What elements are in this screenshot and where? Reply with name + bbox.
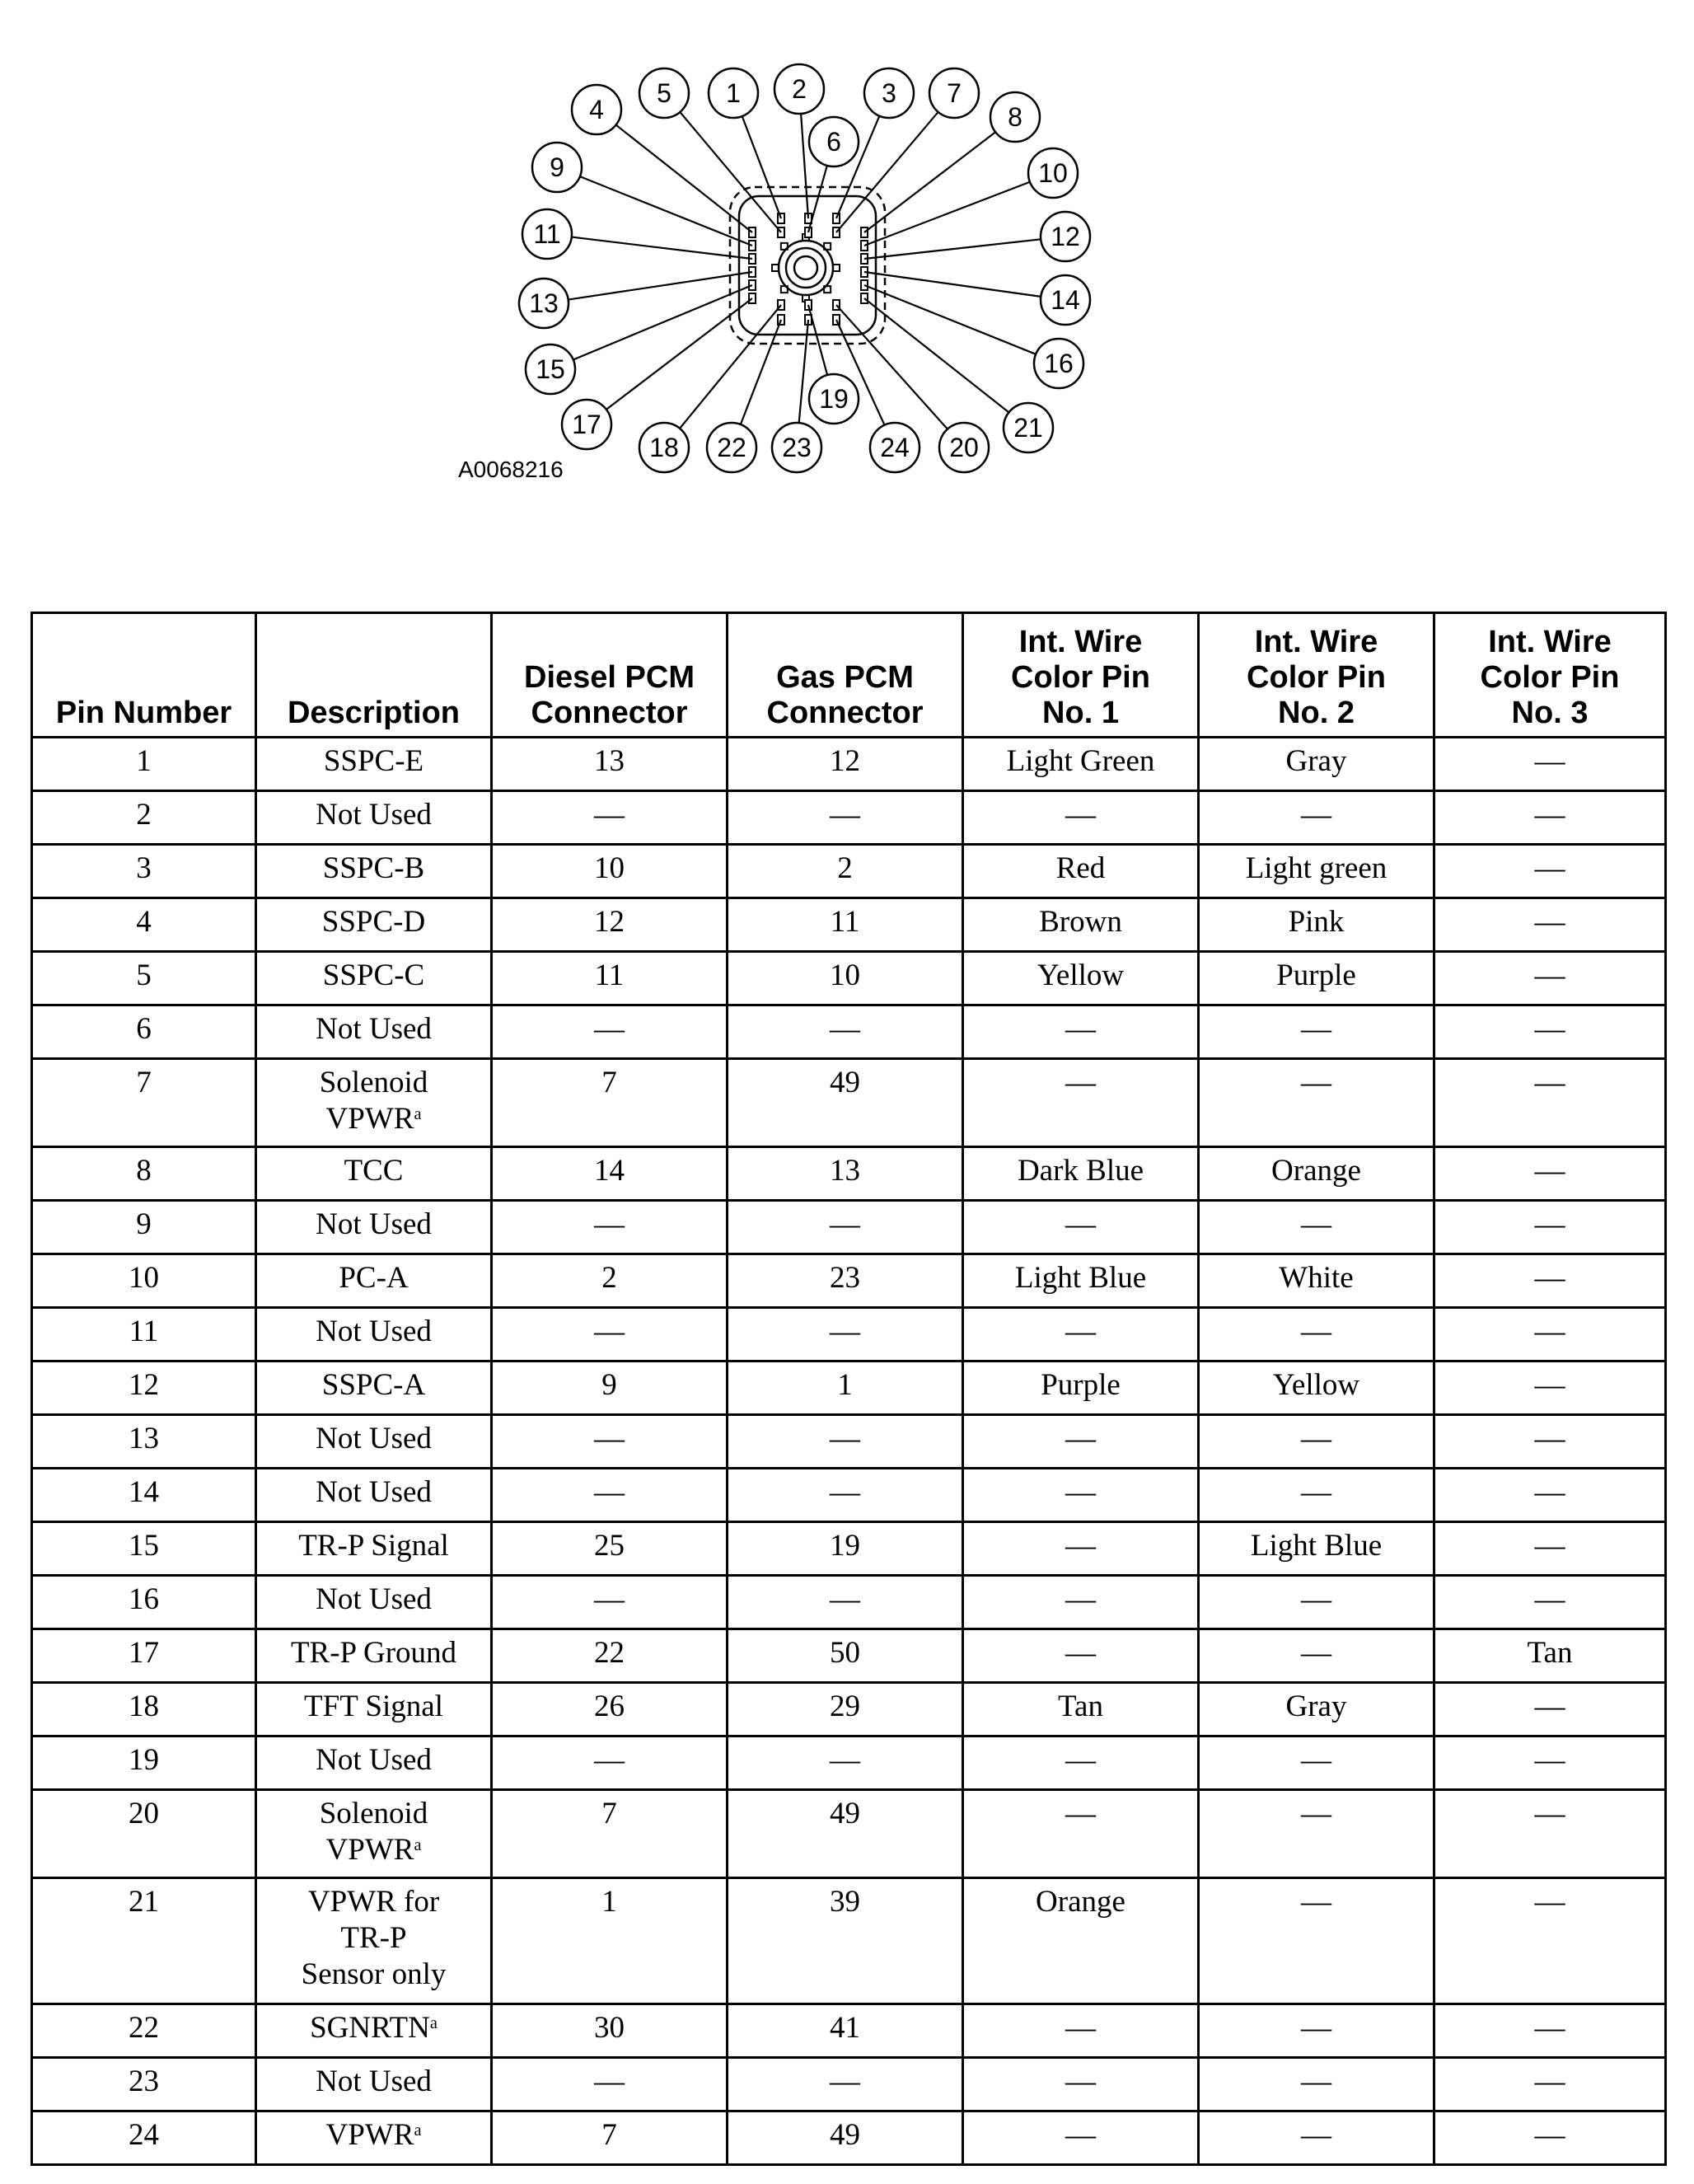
pin-callout xyxy=(707,423,756,472)
table-row xyxy=(32,1576,1666,1629)
pin-callout-label: 6 xyxy=(826,127,841,157)
header-row xyxy=(32,613,1666,738)
cell-wire-color-3: — xyxy=(1434,1576,1666,1629)
cell-wire-color-1: — xyxy=(963,1522,1199,1576)
cell-wire-color-3: — xyxy=(1434,1522,1666,1576)
cell-wire-color-1: — xyxy=(963,1790,1199,1878)
leader-line xyxy=(864,272,1041,297)
col-header-wire-3: Int. Wire Color Pin No. 3 xyxy=(1434,613,1666,738)
cell-diesel-pcm: 9 xyxy=(492,1361,728,1415)
cell-diesel-pcm: 7 xyxy=(492,1059,728,1147)
leader-line xyxy=(680,305,781,429)
cell-pin-number: 4 xyxy=(32,898,256,952)
pin-callout-label: 18 xyxy=(649,433,679,462)
cell-wire-color-2: — xyxy=(1199,1736,1434,1790)
cell-pin-number: 24 xyxy=(32,2111,256,2165)
cell-gas-pcm: 12 xyxy=(728,738,963,791)
cell-description: Not Used xyxy=(256,1736,492,1790)
pin-callouts xyxy=(519,64,1090,472)
cell-wire-color-1: — xyxy=(963,1576,1199,1629)
table-row xyxy=(32,845,1666,898)
table-row xyxy=(32,1147,1666,1201)
pin-callout-label: 8 xyxy=(1008,102,1022,132)
cell-wire-color-3: — xyxy=(1434,1683,1666,1736)
cell-gas-pcm: 10 xyxy=(728,952,963,1005)
cell-gas-pcm: 49 xyxy=(728,1059,963,1147)
cell-pin-number: 19 xyxy=(32,1736,256,1790)
cell-wire-color-3: — xyxy=(1434,898,1666,952)
cell-wire-color-3: — xyxy=(1434,1254,1666,1308)
footnote-marker: a xyxy=(414,1104,422,1123)
cell-wire-color-2: — xyxy=(1199,1629,1434,1683)
cell-pin-number: 9 xyxy=(32,1201,256,1254)
cell-wire-color-1: — xyxy=(963,1736,1199,1790)
cell-gas-pcm: — xyxy=(728,1201,963,1254)
cell-gas-pcm: 2 xyxy=(728,845,963,898)
cell-wire-color-3: — xyxy=(1434,2111,1666,2165)
pin-callout xyxy=(572,85,621,134)
col-header-diesel: Diesel PCM Connector xyxy=(492,613,728,738)
pin-callout xyxy=(1034,339,1083,388)
cell-diesel-pcm: 14 xyxy=(492,1147,728,1201)
cell-pin-number: 22 xyxy=(32,2004,256,2058)
cell-description: SSPC-B xyxy=(256,845,492,898)
cell-pin-number: 23 xyxy=(32,2058,256,2111)
pin-callout xyxy=(526,344,575,394)
cell-wire-color-3: — xyxy=(1434,2004,1666,2058)
table-row xyxy=(32,1469,1666,1522)
table-row xyxy=(32,2058,1666,2111)
footnote-marker: a xyxy=(414,1835,422,1854)
cell-description: TR-P Ground xyxy=(256,1629,492,1683)
cell-wire-color-1: Dark Blue xyxy=(963,1147,1199,1201)
cell-wire-color-2: — xyxy=(1199,791,1434,845)
cell-wire-color-3: — xyxy=(1434,1201,1666,1254)
cell-wire-color-1: Light Blue xyxy=(963,1254,1199,1308)
cell-wire-color-2: — xyxy=(1199,1059,1434,1147)
pin-callout-label: 16 xyxy=(1044,349,1074,378)
cell-wire-color-2: Pink xyxy=(1199,898,1434,952)
cell-wire-color-1: Red xyxy=(963,845,1199,898)
cell-wire-color-1: Light Green xyxy=(963,738,1199,791)
pin-callout-label: 12 xyxy=(1051,222,1080,251)
cell-wire-color-2: — xyxy=(1199,2111,1434,2165)
col-header-pin-number: Pin Number xyxy=(32,613,256,738)
cell-description: Not Used xyxy=(256,1201,492,1254)
cell-diesel-pcm: 12 xyxy=(492,898,728,952)
cell-wire-color-3: — xyxy=(1434,1147,1666,1201)
pin-table xyxy=(30,612,1667,2166)
cell-pin-number: 16 xyxy=(32,1576,256,1629)
cell-wire-color-3: — xyxy=(1434,1361,1666,1415)
table-row xyxy=(32,1201,1666,1254)
cell-description: Not Used xyxy=(256,1415,492,1469)
pin-callout xyxy=(939,423,989,472)
cell-description: VPWR for TR-P Sensor only xyxy=(256,1878,492,2004)
table-row xyxy=(32,1878,1666,2004)
leader-line xyxy=(864,132,995,232)
pin-callout xyxy=(864,68,914,118)
cell-diesel-pcm: — xyxy=(492,2058,728,2111)
table-row xyxy=(32,1308,1666,1361)
cell-wire-color-3: — xyxy=(1434,1469,1666,1522)
pin-callout-label: 17 xyxy=(572,410,601,439)
cell-gas-pcm: 49 xyxy=(728,2111,963,2165)
cell-wire-color-1: — xyxy=(963,791,1199,845)
pin-callout xyxy=(870,423,920,472)
cell-pin-number: 6 xyxy=(32,1005,256,1059)
pin-callout xyxy=(772,423,821,472)
cell-diesel-pcm: — xyxy=(492,1415,728,1469)
cell-gas-pcm: 13 xyxy=(728,1147,963,1201)
pin-callout-label: 13 xyxy=(529,288,559,318)
cell-gas-pcm: — xyxy=(728,2058,963,2111)
pin-callout xyxy=(519,279,569,328)
table-row xyxy=(32,1790,1666,1878)
pin-callout xyxy=(809,374,859,424)
pin-callout-label: 22 xyxy=(717,433,746,462)
cell-diesel-pcm: — xyxy=(492,1736,728,1790)
cell-diesel-pcm: 7 xyxy=(492,1790,728,1878)
cell-gas-pcm: 50 xyxy=(728,1629,963,1683)
table-row xyxy=(32,738,1666,791)
cell-description: Solenoid VPWR$^a$ xyxy=(256,1790,492,1878)
pin-callout-label: 5 xyxy=(657,78,672,108)
cell-wire-color-1: — xyxy=(963,2004,1199,2058)
cell-pin-number: 10 xyxy=(32,1254,256,1308)
figure-id: A0068216 xyxy=(458,457,564,482)
cell-description: SSPC-E xyxy=(256,738,492,791)
cell-gas-pcm: — xyxy=(728,1308,963,1361)
cell-description: Not Used xyxy=(256,791,492,845)
cell-wire-color-1: — xyxy=(963,1201,1199,1254)
cell-diesel-pcm: 11 xyxy=(492,952,728,1005)
cell-diesel-pcm: 30 xyxy=(492,2004,728,2058)
cell-description: SSPC-C xyxy=(256,952,492,1005)
cell-diesel-pcm: 22 xyxy=(492,1629,728,1683)
cell-gas-pcm: — xyxy=(728,1005,963,1059)
cell-pin-number: 14 xyxy=(32,1469,256,1522)
pin-callout xyxy=(639,423,689,472)
cell-wire-color-1: Tan xyxy=(963,1683,1199,1736)
cell-wire-color-2: Light green xyxy=(1199,845,1434,898)
pin-callout-label: 1 xyxy=(726,78,741,108)
leader-line xyxy=(864,298,1008,412)
cell-wire-color-1: — xyxy=(963,1629,1199,1683)
cell-wire-color-3: — xyxy=(1434,2058,1666,2111)
cell-pin-number: 13 xyxy=(32,1415,256,1469)
cell-description: SGNRTN$^a$ xyxy=(256,2004,492,2058)
col-header-gas: Gas PCM Connector xyxy=(728,613,963,738)
cell-wire-color-2: — xyxy=(1199,1415,1434,1469)
pin-callout-label: 24 xyxy=(880,433,910,462)
cell-gas-pcm: 1 xyxy=(728,1361,963,1415)
pin-callout xyxy=(532,143,582,192)
leader-line xyxy=(569,272,752,300)
cell-gas-pcm: 29 xyxy=(728,1683,963,1736)
cell-gas-pcm: — xyxy=(728,791,963,845)
cell-wire-color-2: — xyxy=(1199,2004,1434,2058)
cell-description: SSPC-A xyxy=(256,1361,492,1415)
pin-callout xyxy=(774,64,824,114)
cell-pin-number: 18 xyxy=(32,1683,256,1736)
pin-callout xyxy=(1041,212,1090,261)
footnote-marker: a xyxy=(414,2121,422,2139)
leader-line xyxy=(864,239,1041,259)
table-row xyxy=(32,1415,1666,1469)
cell-gas-pcm: 49 xyxy=(728,1790,963,1878)
cell-wire-color-2: — xyxy=(1199,1005,1434,1059)
pin-callout xyxy=(709,68,758,118)
cell-wire-color-1: — xyxy=(963,2058,1199,2111)
leader-line xyxy=(616,125,752,232)
cell-wire-color-1: — xyxy=(963,2111,1199,2165)
cell-wire-color-2: — xyxy=(1199,1878,1434,2004)
table-row xyxy=(32,1254,1666,1308)
cell-wire-color-3: — xyxy=(1434,1059,1666,1147)
cell-pin-number: 2 xyxy=(32,791,256,845)
cell-pin-number: 1 xyxy=(32,738,256,791)
cell-diesel-pcm: 25 xyxy=(492,1522,728,1576)
pin-callout xyxy=(929,68,979,118)
cell-diesel-pcm: 2 xyxy=(492,1254,728,1308)
table-row xyxy=(32,1629,1666,1683)
pin-callout xyxy=(639,68,689,118)
cell-gas-pcm: 39 xyxy=(728,1878,963,2004)
cell-wire-color-2: Yellow xyxy=(1199,1361,1434,1415)
cell-diesel-pcm: — xyxy=(492,1005,728,1059)
cell-diesel-pcm: 1 xyxy=(492,1878,728,2004)
pin-callout-label: 19 xyxy=(819,384,849,414)
pin-callout-label: 20 xyxy=(949,433,979,462)
table-row xyxy=(32,1059,1666,1147)
cell-gas-pcm: 23 xyxy=(728,1254,963,1308)
cell-wire-color-2: — xyxy=(1199,1201,1434,1254)
leader-line xyxy=(572,237,752,259)
cell-wire-color-3: — xyxy=(1434,1736,1666,1790)
cell-wire-color-3: — xyxy=(1434,791,1666,845)
table-row xyxy=(32,1361,1666,1415)
cell-wire-color-2: — xyxy=(1199,1308,1434,1361)
pin-callout-label: 15 xyxy=(536,354,565,384)
leader-line xyxy=(801,114,808,218)
cell-wire-color-1: — xyxy=(963,1308,1199,1361)
cell-wire-color-1: — xyxy=(963,1469,1199,1522)
table-row xyxy=(32,898,1666,952)
cell-wire-color-3: — xyxy=(1434,1790,1666,1878)
table-row xyxy=(32,952,1666,1005)
col-header-wire-1: Int. Wire Color Pin No. 1 xyxy=(963,613,1199,738)
cell-diesel-pcm: 10 xyxy=(492,845,728,898)
cell-pin-number: 20 xyxy=(32,1790,256,1878)
col-header-description: Description xyxy=(256,613,492,738)
pin-callout-label: 9 xyxy=(550,152,564,182)
cell-description: Solenoid VPWR$^a$ xyxy=(256,1059,492,1147)
pin-callout xyxy=(522,209,572,259)
cell-pin-number: 17 xyxy=(32,1629,256,1683)
pin-callout-label: 7 xyxy=(947,78,962,108)
cell-diesel-pcm: — xyxy=(492,791,728,845)
cell-wire-color-2: Gray xyxy=(1199,738,1434,791)
pin-callout xyxy=(990,92,1040,142)
cell-wire-color-2: — xyxy=(1199,2058,1434,2111)
cell-wire-color-2: White xyxy=(1199,1254,1434,1308)
table-row xyxy=(32,791,1666,845)
pin-callout-label: 23 xyxy=(782,433,812,462)
pin-callout-label: 10 xyxy=(1038,158,1068,188)
cell-wire-color-1: Purple xyxy=(963,1361,1199,1415)
cell-diesel-pcm: 13 xyxy=(492,738,728,791)
footnote-marker: a xyxy=(429,2013,438,2032)
pin-callout xyxy=(809,117,859,166)
cell-gas-pcm: — xyxy=(728,1469,963,1522)
table-row xyxy=(32,2111,1666,2165)
cell-wire-color-2: — xyxy=(1199,1790,1434,1878)
cell-wire-color-3: — xyxy=(1434,1005,1666,1059)
table-row xyxy=(32,1522,1666,1576)
cell-pin-number: 5 xyxy=(32,952,256,1005)
cell-pin-number: 21 xyxy=(32,1878,256,2004)
pin-callout xyxy=(1028,148,1078,198)
cell-wire-color-2: Light Blue xyxy=(1199,1522,1434,1576)
cell-description: TCC xyxy=(256,1147,492,1201)
table-row xyxy=(32,1005,1666,1059)
pin-callout-label: 21 xyxy=(1013,413,1043,443)
cell-description: TFT Signal xyxy=(256,1683,492,1736)
cell-wire-color-3: — xyxy=(1434,1308,1666,1361)
pin-callout-label: 14 xyxy=(1051,285,1080,315)
cell-wire-color-2: — xyxy=(1199,1469,1434,1522)
cell-wire-color-3: — xyxy=(1434,845,1666,898)
cell-description: SSPC-D xyxy=(256,898,492,952)
cell-wire-color-1: — xyxy=(963,1415,1199,1469)
cell-description: Not Used xyxy=(256,1308,492,1361)
cell-diesel-pcm: — xyxy=(492,1469,728,1522)
pin-callout-label: 4 xyxy=(589,95,604,124)
cell-description: VPWR$^a$ xyxy=(256,2111,492,2165)
leader-line xyxy=(573,285,752,359)
cell-wire-color-1: — xyxy=(963,1005,1199,1059)
cell-wire-color-2: Gray xyxy=(1199,1683,1434,1736)
cell-diesel-pcm: — xyxy=(492,1308,728,1361)
pin-callout-label: 3 xyxy=(882,78,896,108)
cell-description: Not Used xyxy=(256,1469,492,1522)
cell-diesel-pcm: — xyxy=(492,1201,728,1254)
cell-description: PC-A xyxy=(256,1254,492,1308)
cell-wire-color-1: — xyxy=(963,1059,1199,1147)
cell-wire-color-2: Orange xyxy=(1199,1147,1434,1201)
cell-gas-pcm: 19 xyxy=(728,1522,963,1576)
cell-description: TR-P Signal xyxy=(256,1522,492,1576)
cell-wire-color-3: Tan xyxy=(1434,1629,1666,1683)
cell-gas-pcm: — xyxy=(728,1576,963,1629)
cell-diesel-pcm: 7 xyxy=(492,2111,728,2165)
cell-pin-number: 12 xyxy=(32,1361,256,1415)
col-header-wire-2: Int. Wire Color Pin No. 2 xyxy=(1199,613,1434,738)
pin-callout-label: 2 xyxy=(792,74,807,104)
table-row xyxy=(32,2004,1666,2058)
cell-gas-pcm: 11 xyxy=(728,898,963,952)
cell-description: Not Used xyxy=(256,1005,492,1059)
leader-line xyxy=(808,166,827,232)
cell-gas-pcm: — xyxy=(728,1415,963,1469)
cell-wire-color-3: — xyxy=(1434,952,1666,1005)
cell-pin-number: 3 xyxy=(32,845,256,898)
cell-description: Not Used xyxy=(256,2058,492,2111)
cell-wire-color-1: Brown xyxy=(963,898,1199,952)
cell-diesel-pcm: 26 xyxy=(492,1683,728,1736)
cell-gas-pcm: — xyxy=(728,1736,963,1790)
cell-pin-number: 15 xyxy=(32,1522,256,1576)
leader-lines xyxy=(569,112,1041,429)
table-row xyxy=(32,1683,1666,1736)
leader-line xyxy=(808,305,827,375)
cell-description: Not Used xyxy=(256,1576,492,1629)
cell-wire-color-3: — xyxy=(1434,1878,1666,2004)
cell-wire-color-3: — xyxy=(1434,1415,1666,1469)
cell-pin-number: 7 xyxy=(32,1059,256,1147)
cell-wire-color-3: — xyxy=(1434,738,1666,791)
leader-line xyxy=(742,116,781,218)
cell-wire-color-2: Purple xyxy=(1199,952,1434,1005)
connector-pinout-diagram xyxy=(0,0,1694,527)
cell-wire-color-1: Yellow xyxy=(963,952,1199,1005)
table-row xyxy=(32,1736,1666,1790)
cell-pin-number: 11 xyxy=(32,1308,256,1361)
cell-pin-number: 8 xyxy=(32,1147,256,1201)
pin-callout-label: 11 xyxy=(533,219,561,249)
pin-callout xyxy=(1004,403,1053,452)
cell-wire-color-2: — xyxy=(1199,1576,1434,1629)
pin-callout xyxy=(562,400,611,449)
cell-gas-pcm: 41 xyxy=(728,2004,963,2058)
cell-wire-color-1: Orange xyxy=(963,1878,1199,2004)
cell-diesel-pcm: — xyxy=(492,1576,728,1629)
pin-callout xyxy=(1041,275,1090,325)
